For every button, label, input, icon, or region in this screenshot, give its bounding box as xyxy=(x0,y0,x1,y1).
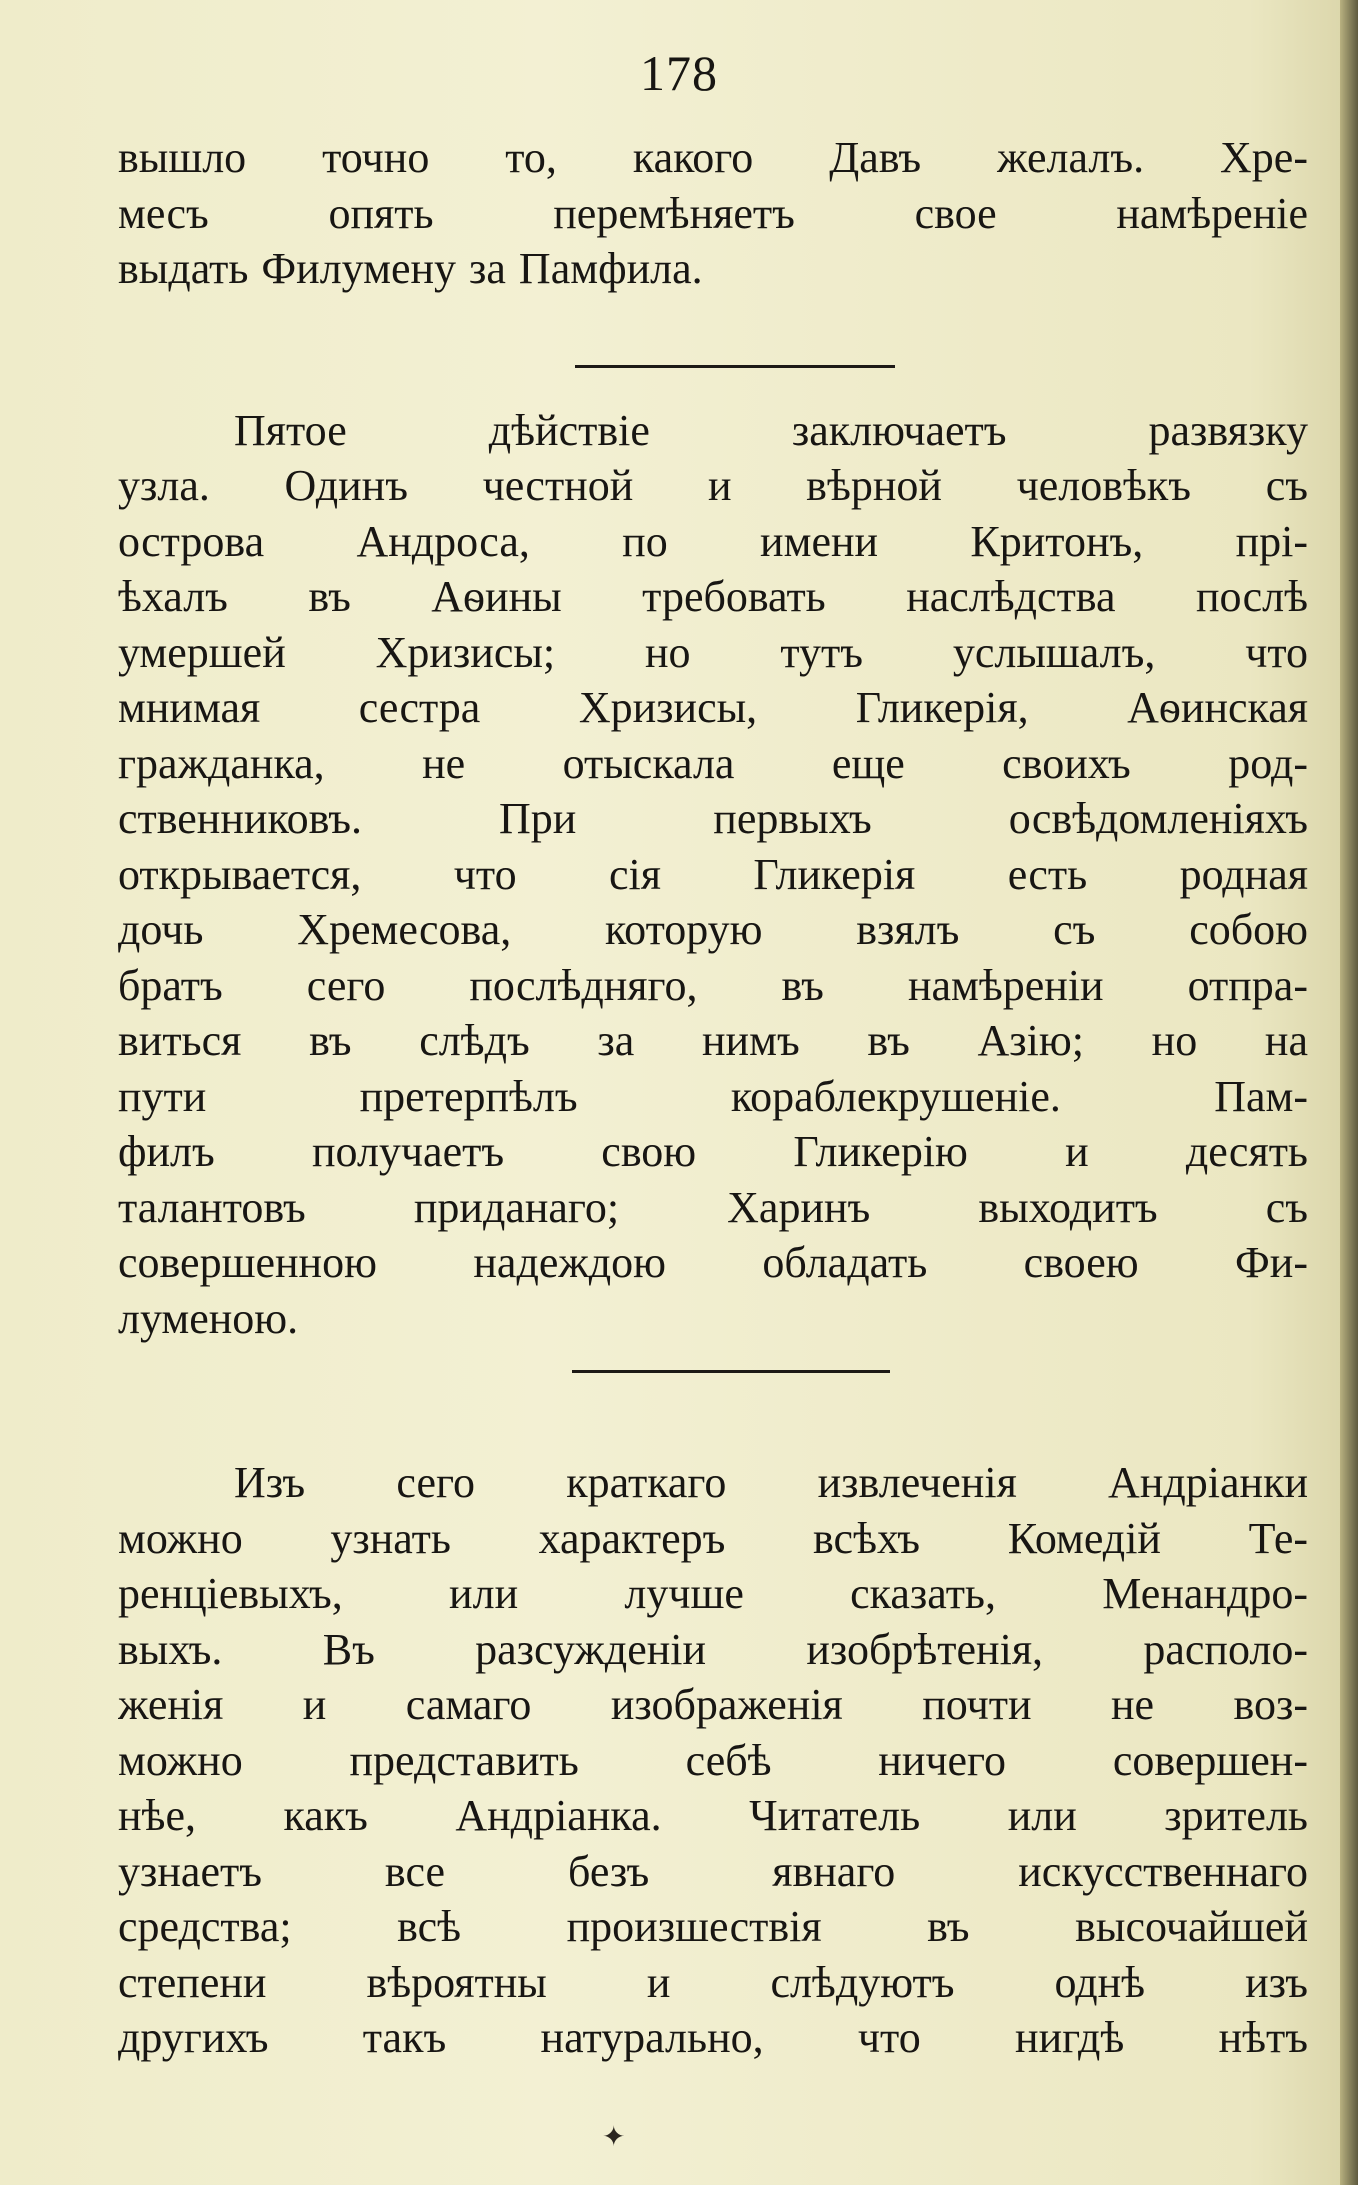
text-line: узла. Одинъ честной и вѣрной человѣкъ съ xyxy=(118,461,1308,510)
ink-mark: ✦ xyxy=(602,2122,626,2153)
text-line: дочь Хремесова, которую взялъ съ собою xyxy=(118,905,1308,954)
text-line: степени вѣроятны и слѣдуютъ однѣ изъ xyxy=(118,1957,1308,2007)
text-line: выдать Филумену за Памфила. xyxy=(118,244,703,293)
text-line: совершенною надеждою обладать своею Фи- xyxy=(118,1238,1308,1287)
text-line: другихъ такъ натурально, что нигдѣ нѣтъ xyxy=(118,2013,1308,2062)
text-line: гражданка, не отыскала еще своихъ род- xyxy=(118,738,1308,788)
text-line: открывается, что сія Гликерія есть родная xyxy=(118,849,1308,899)
text-line: можно представить себѣ ничего совершен- xyxy=(118,1735,1308,1785)
text-line: месъ опять перемѣняетъ свое намѣреніе xyxy=(118,188,1308,238)
text-line: виться въ слѣдъ за нимъ въ Азію; но на xyxy=(118,1016,1308,1065)
text-line: братъ сего послѣдняго, въ намѣреніи отпра- xyxy=(118,960,1308,1010)
page-number: 178 xyxy=(640,45,718,101)
text-line: мнимая сестра Хризисы, Гликерія, Аѳинская xyxy=(118,683,1308,732)
text-line: ѣхалъ въ Аѳины требовать наслѣдства послѣ xyxy=(118,572,1308,621)
text-line: женія и самаго изображенія почти не воз- xyxy=(118,1680,1308,1729)
text-line: Пятое дѣйствіе заключаетъ развязку xyxy=(234,405,1308,455)
text-line: нѣе, какъ Андріанка. Читатель или зритель xyxy=(118,1791,1308,1840)
text-line: узнаетъ все безъ явнаго искусственнаго xyxy=(118,1846,1308,1896)
text-line: средства; всѣ произшествія въ высочайшей xyxy=(118,1902,1308,1951)
text-line: филъ получаетъ свою Гликерію и десять xyxy=(118,1127,1308,1176)
text-line: талантовъ приданаго; Харинъ выходитъ съ xyxy=(118,1182,1308,1232)
text-line: ренціевыхъ, или лучше сказать, Менандро- xyxy=(118,1569,1308,1618)
text-line: ственниковъ. При первыхъ освѣдомленіяхъ xyxy=(118,794,1308,843)
text-line: выхъ. Въ разсужденіи изобрѣтенія, располо- xyxy=(118,1624,1308,1674)
section-divider xyxy=(572,1370,890,1373)
page-text xyxy=(118,130,1308,2066)
text-line: острова Андроса, по имени Критонъ, прі- xyxy=(118,516,1308,566)
text-line: умершей Хризисы; но тутъ услышалъ, что xyxy=(118,627,1308,677)
text-line: Изъ сего краткаго извлеченія Андріанки xyxy=(234,1458,1308,1507)
text-line: можно узнать характеръ всѣхъ Комедій Те- xyxy=(118,1513,1308,1563)
section-divider xyxy=(575,365,895,368)
text-line: вышло точно то, какого Давъ желалъ. Хре- xyxy=(118,133,1308,182)
text-line: луменою. xyxy=(118,1293,299,1343)
text-line: пути претерпѣлъ кораблекрушеніе. Пам- xyxy=(118,1071,1308,1121)
